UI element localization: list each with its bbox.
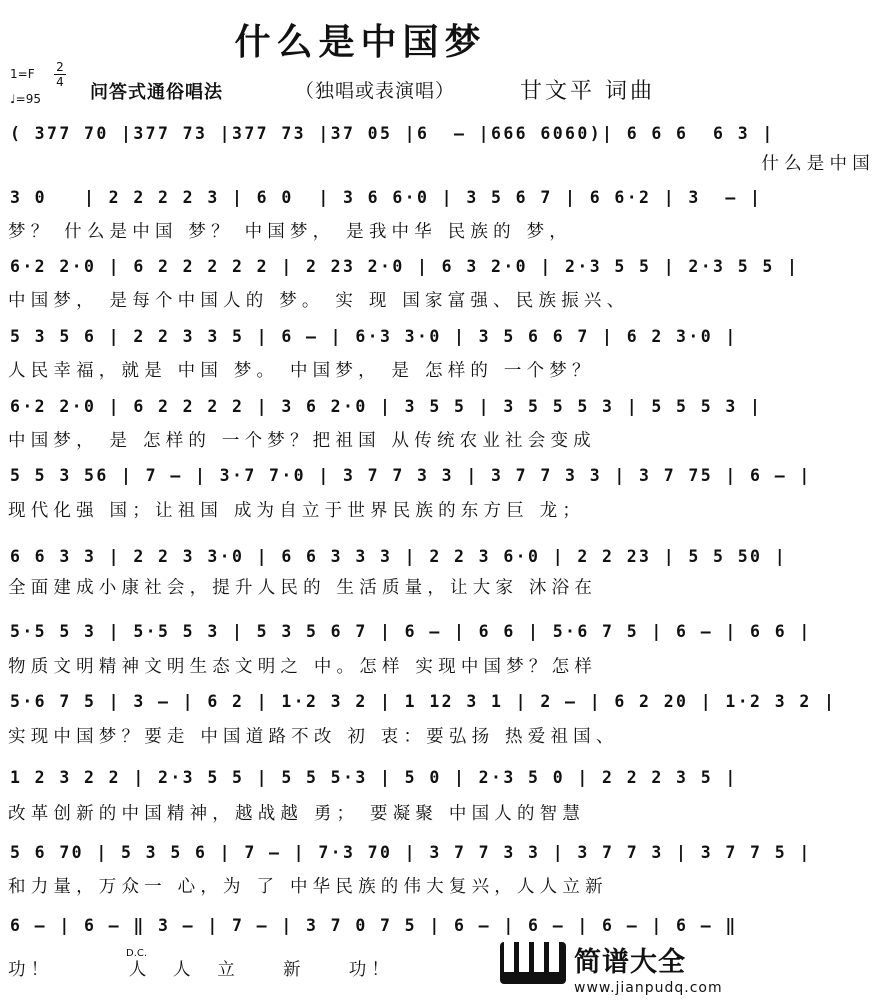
notes-line-10: 1 2 3 2 2 | 2·3 5 5 | 5 5 5·3 | 5 0 | 2·3 5 0 | 2 2 2 3 5 | <box>10 768 738 787</box>
notes-line-7: 6 6 3 3 | 2 2 3 3·0 | 6 6 3 3 3 | 2 2 3 6·0 | 2 2 23 | 5 5 50 | <box>10 547 788 566</box>
time-numerator: 2 <box>56 60 64 74</box>
notes-line-5: 6·2 2·0 | 6 2 2 2 2 | 3 6 2·0 | 3 5 5 | 3 5 5 5 3 | 5 5 5 3 | <box>10 397 763 416</box>
notes-line-3: 6·2 2·0 | 6 2 2 2 2 2 | 2 23 2·0 | 6 3 2·0 | 2·3 5 5 | 2·3 5 5 | <box>10 257 800 276</box>
lyrics-line-1: 什么是中国 <box>8 154 875 174</box>
lyrics-line-4: 人民幸福，就是 中国 梦。 中国梦， 是 怎样的 一个梦？ <box>8 361 595 381</box>
notes-line-9: 5·6 7 5 | 3 – | 6 2 | 1·2 3 2 | 1 12 3 1 | 2 – | 6 2 20 | 1·2 3 2 | <box>10 692 837 711</box>
lyrics-line-2: 梦？ 什么是中国 梦？ 中国梦， 是我中华 民族的 梦， <box>8 222 572 242</box>
watermark-title: 简谱大全 <box>574 947 686 978</box>
notes-line-1: ( 377 70 |377 73 |377 73 |37 05 |6 – |666 6060)| 6 6 6 6 3 | <box>10 124 775 143</box>
lyrics-line-12: 功！ 人 人 立 新 功！ <box>8 960 395 980</box>
lyrics-line-7: 全面建成小康社会，提升人民的 生活质量，让大家 沐浴在 <box>8 578 598 598</box>
lyrics-line-3: 中国梦， 是每个中国人的 梦。 实 现 国家富强、民族振兴、 <box>8 291 630 311</box>
notes-line-12: 6 – | 6 – ‖ 3 – | 7 – | 3 7 0 7 5 | 6 – | 6 – | 6 – | 6 – ‖ <box>10 916 738 935</box>
performance-type: （独唱或表演唱） <box>295 80 456 102</box>
site-watermark <box>488 940 721 1005</box>
song-title: 什么是中国梦 <box>234 21 487 63</box>
author-credit: 甘文平 词曲 <box>520 79 655 104</box>
key-label: 1=F <box>10 67 35 81</box>
lyrics-line-8: 物质文明精神文明生态文明之 中。怎样 实现中国梦？怎样 <box>8 657 598 677</box>
lyrics-line-11: 和力量，万众一 心，为 了 中华民族的伟大复兴，人人立新 <box>8 877 608 897</box>
notes-line-6: 5 5 3 56 | 7 – | 3·7 7·0 | 3 7 7 3 3 | 3 7 7 3 3 | 3 7 75 | 6 – | <box>10 466 812 485</box>
lyrics-line-10: 改革创新的中国精神，越战越 勇； 要凝聚 中国人的智慧 <box>8 804 586 824</box>
lyrics-line-6: 现代化强 国；让祖国 成为自立于世界民族的东方巨 龙； <box>8 501 586 521</box>
key-signature <box>10 60 64 89</box>
watermark-url: www.jianpudq.com <box>574 980 723 996</box>
lyrics-line-5: 中国梦， 是 怎样的 一个梦？把祖国 从传统农业社会变成 <box>8 431 596 451</box>
notes-line-11: 5 6 70 | 5 3 5 6 | 7 – | 7·3 70 | 3 7 7 3 3 | 3 7 7 3 | 3 7 7 5 | <box>10 843 812 862</box>
notes-line-4: 5 3 5 6 | 2 2 3 3 5 | 6 – | 6·3 3·0 | 3 5 6 6 7 | 6 2 3·0 | <box>10 327 738 346</box>
tempo-mark: ♩=95 <box>10 92 41 106</box>
time-denominator: 4 <box>56 75 64 89</box>
time-signature <box>54 60 66 89</box>
singing-style: 问答式通俗唱法 <box>90 82 223 103</box>
piano-keys-icon <box>500 942 566 984</box>
notes-line-8: 5·5 5 3 | 5·5 5 3 | 5 3 5 6 7 | 6 – | 6 6 | 5·6 7 5 | 6 – | 6 6 | <box>10 622 812 641</box>
da-capo-mark: D.C. <box>126 948 148 959</box>
lyrics-line-9: 实现中国梦？要走 中国道路不改 初 衷：要弘扬 热爱祖国、 <box>8 727 619 747</box>
notes-line-2: 3 0 | 2 2 2 2 3 | 6 0 | 3 6 6·0 | 3 5 6 7 | 6 6·2 | 3 – | <box>10 188 763 207</box>
